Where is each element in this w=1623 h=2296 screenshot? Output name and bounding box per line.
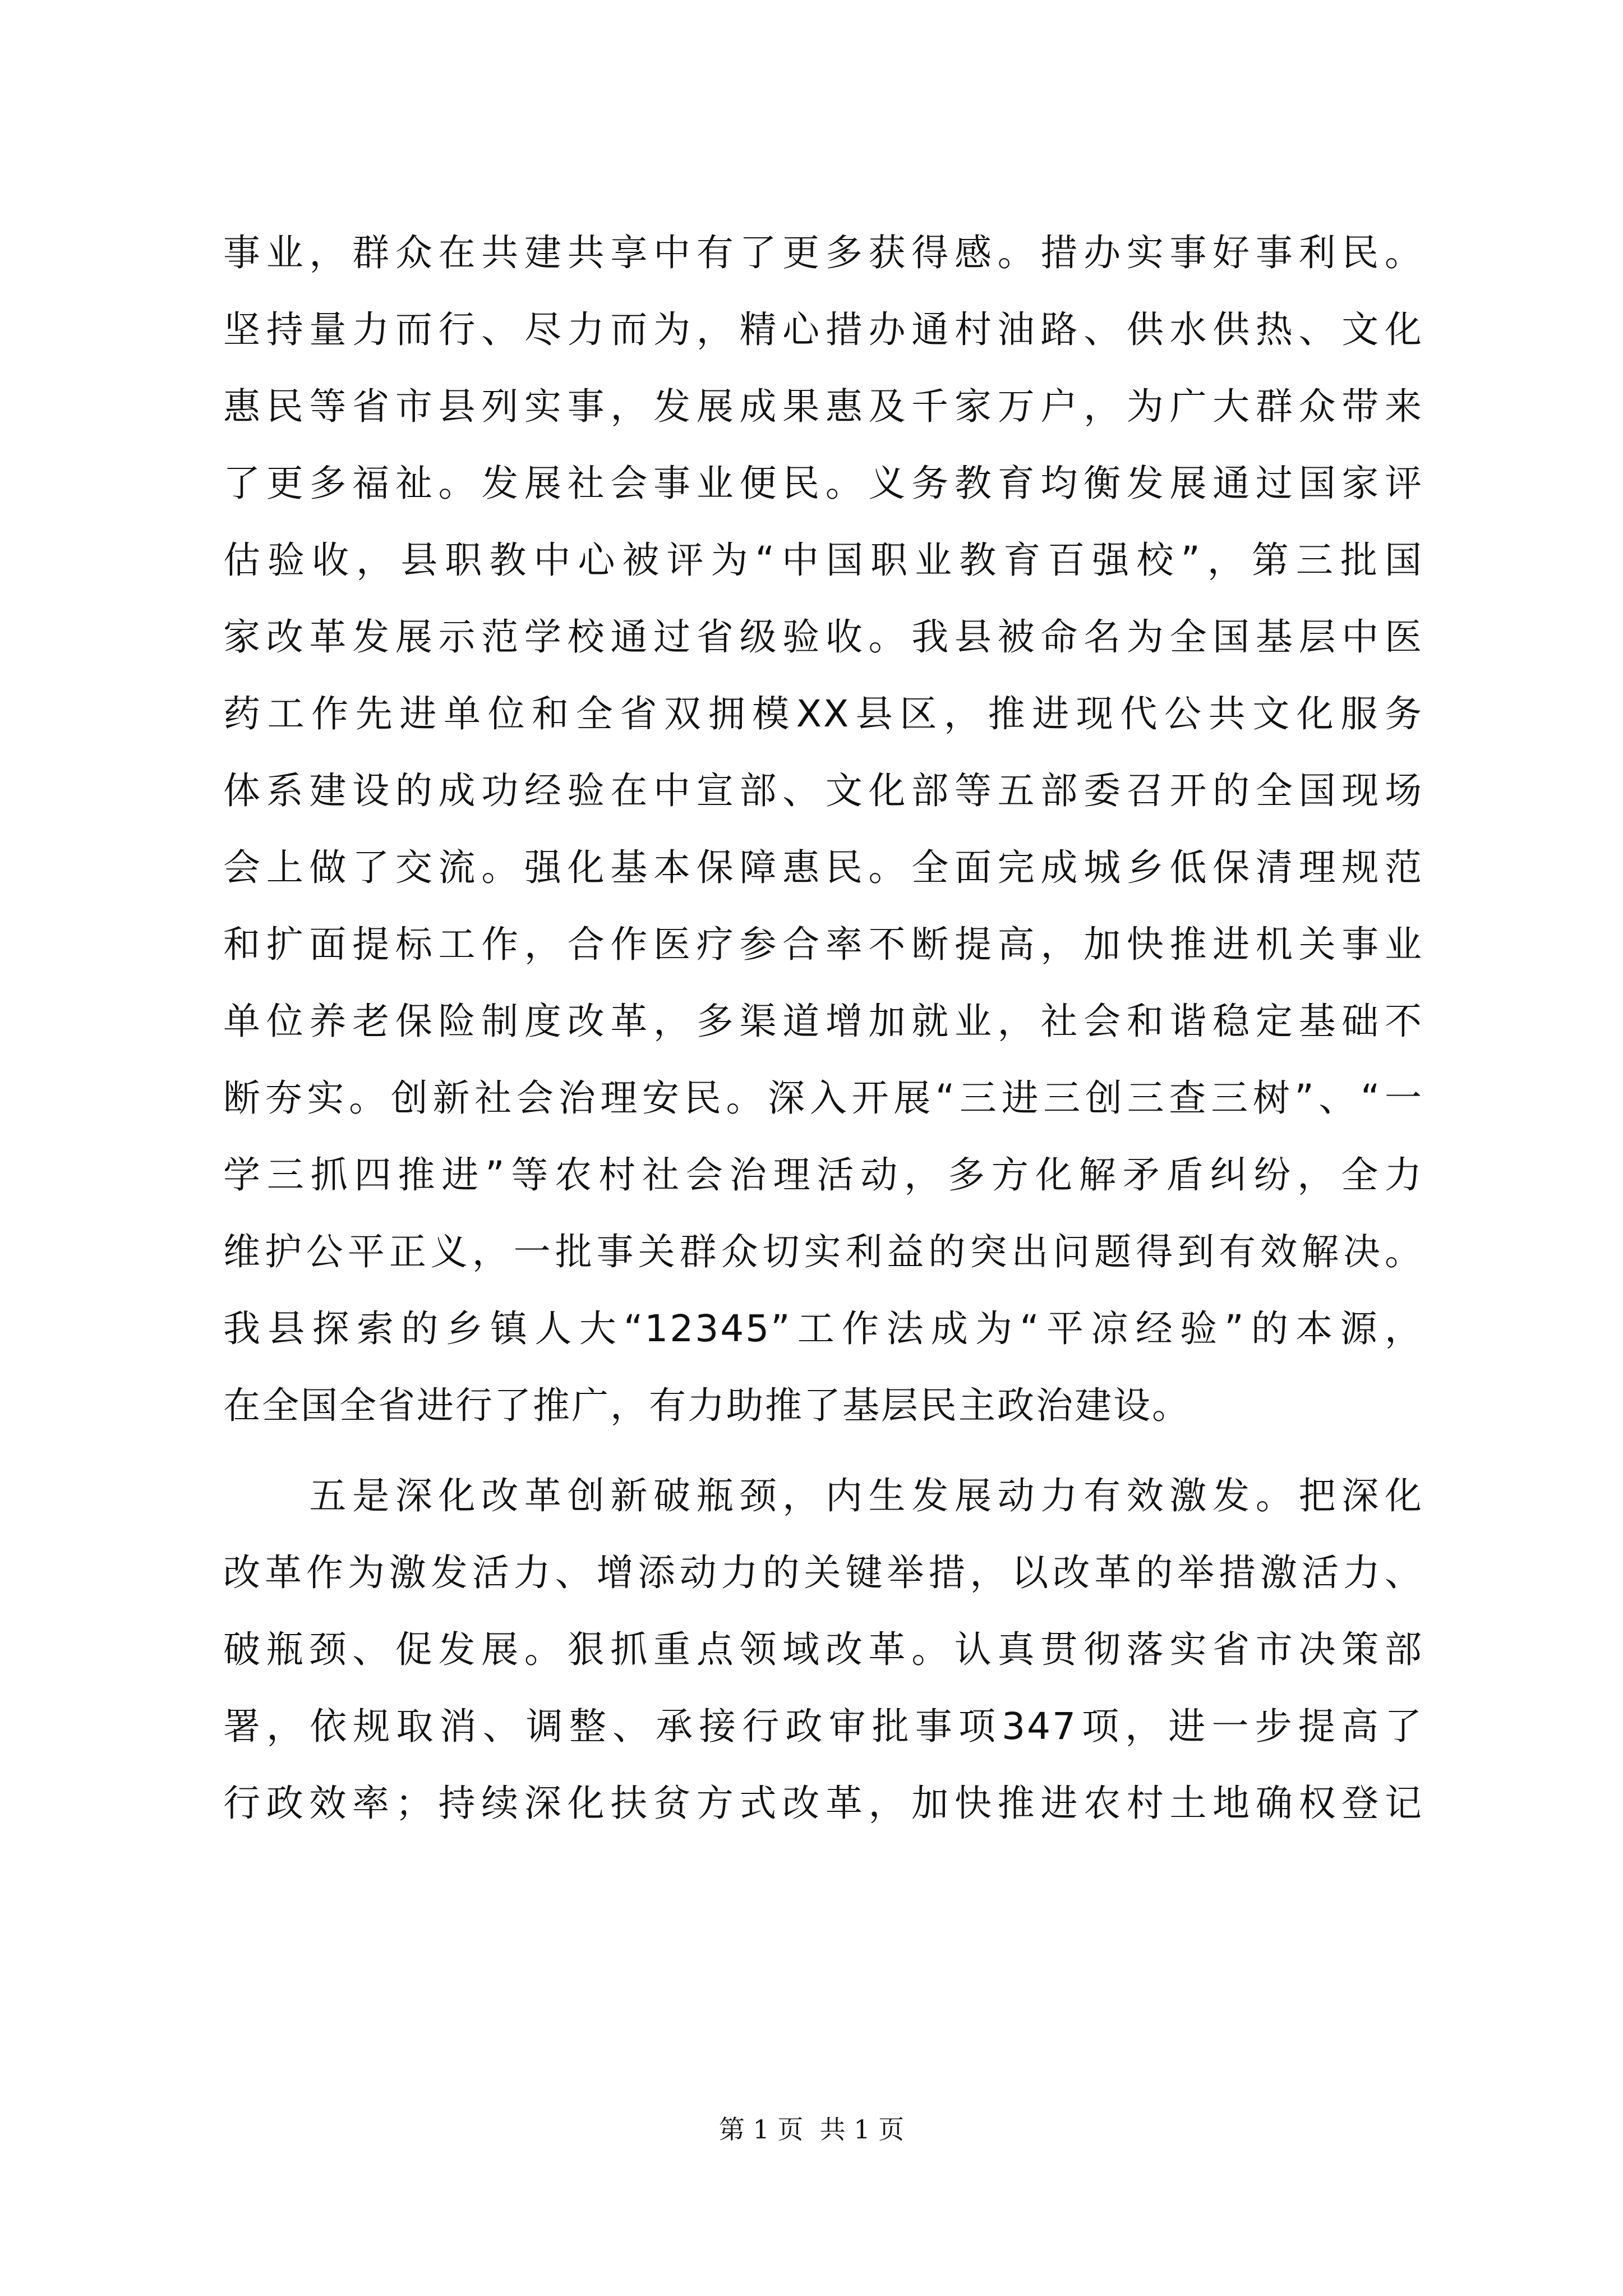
text-line: 会上做了交流。强化基本保障惠民。全面完成城乡低保清理规范 (223, 846, 1423, 889)
text-line: 坚持量力而行、尽力而为，精心措办通村油路、供水供热、文化 (223, 308, 1423, 351)
page-footer: 第 1 页 共 1 页 (718, 2114, 905, 2145)
text-line: 估验收，县职教中心被评为“中国职业教育百强校”，第三批国 (223, 539, 1423, 582)
text-line: 体系建设的成功经验在中宣部、文化部等五部委召开的全国现场 (223, 769, 1423, 812)
text-line: 事业，群众在共建共享中有了更多获得感。措办实事好事利民。 (223, 231, 1423, 274)
text-line: 学三抓四推进”等农村社会治理活动，多方化解矛盾纠纷，全力 (223, 1153, 1423, 1197)
text-line: 了更多福祉。发展社会事业便民。义务教育均衡发展通过国家评 (223, 462, 1423, 505)
text-line: 断夯实。创新社会治理安民。深入开展“三进三创三查三树”、“一 (223, 1076, 1423, 1120)
text-line: 维护公平正义，一批事关群众切实利益的突出问题得到有效解决。 (223, 1230, 1423, 1273)
text-line: 在全国全省进行了推广，有力助推了基层民主政治建设。 (223, 1384, 1191, 1427)
text-line: 行政效率；持续深化扶贫方式改革，加快推进农村土地确权登记 (223, 1782, 1423, 1825)
text-line: 五是深化改革创新破瓶颈，内生发展动力有效激发。把深化 (223, 1474, 1423, 1517)
text-line: 署，依规取消、调整、承接行政审批事项347项，进一步提高了 (223, 1705, 1423, 1748)
text-line: 家改革发展示范学校通过省级验收。我县被命名为全国基层中医 (223, 615, 1423, 659)
text-line: 惠民等省市县列实事，发展成果惠及千家万户，为广大群众带来 (223, 385, 1423, 428)
text-line: 我县探索的乡镇人大“12345”工作法成为“平凉经验”的本源， (223, 1307, 1423, 1350)
text-line: 药工作先进单位和全省双拥模XX县区，推进现代公共文化服务 (223, 692, 1423, 735)
text-line: 改革作为激发活力、增添动力的关键举措，以改革的举措激活力、 (223, 1551, 1423, 1594)
text-line: 和扩面提标工作，合作医疗参合率不断提高，加快推进机关事业 (223, 923, 1423, 966)
text-line: 单位养老保险制度改革，多渠道增加就业，社会和谐稳定基础不 (223, 1000, 1423, 1043)
text-line: 破瓶颈、促发展。狠抓重点领域改革。认真贯彻落实省市决策部 (223, 1628, 1423, 1671)
document-body (223, 214, 1423, 1842)
